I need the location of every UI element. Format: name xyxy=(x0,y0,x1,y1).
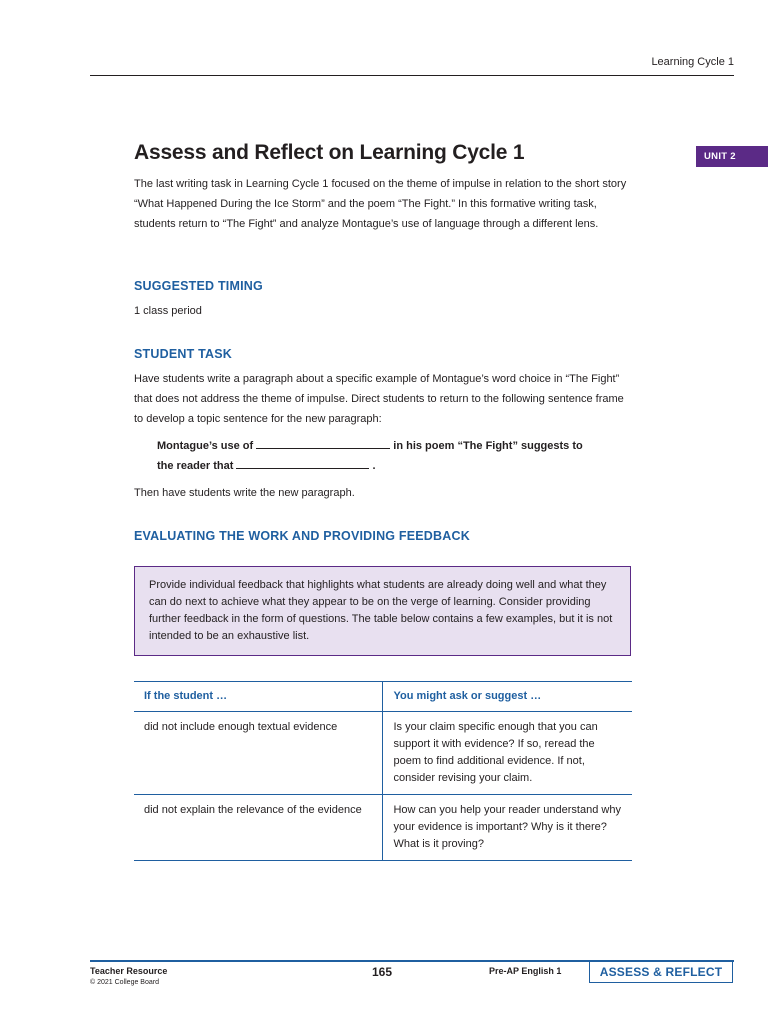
page-number: 165 xyxy=(372,965,393,979)
frame-text-2: in his poem “The Fight” suggests to xyxy=(393,440,583,452)
table-row xyxy=(134,795,632,861)
frame-text-4: . xyxy=(372,460,376,472)
page-title: Assess and Reflect on Learning Cycle 1 xyxy=(134,141,525,164)
sentence-frame xyxy=(157,436,627,476)
student-task-text: Have students write a paragraph about a specific example of Montague’s word choice in “The Fight” that does not address the theme of impulse. Direct students to return to the following sentence frame to develop a topic sentence for the new paragraph: xyxy=(134,373,624,425)
feedback-callout-box: Provide individual feedback that highlights what students are already doing well and what they can do next to achieve what they appear to be on the verge of learning. Consider providing further feedback in the form of questions. The table below contains a few examples, but it is not intended to be an exhaustive list. xyxy=(134,566,631,656)
suggested-timing-text: 1 class period xyxy=(134,305,202,317)
then-paragraph: Then have students write the new paragraph. xyxy=(134,487,355,499)
frame-text-1: Montague’s use of xyxy=(157,440,254,452)
table-header-ask-suggest: You might ask or suggest … xyxy=(383,682,632,712)
table-cell-suggestion: How can you help your reader understand why your evidence is important? Why is it there? What is it proving? xyxy=(383,795,632,861)
student-task-heading: STUDENT TASK xyxy=(134,347,232,361)
frame-blank-1 xyxy=(256,437,390,449)
feedback-table xyxy=(134,681,632,861)
table-header-row xyxy=(134,682,632,712)
frame-blank-2 xyxy=(236,457,369,469)
table-cell-condition: did not explain the relevance of the evidence xyxy=(134,795,383,861)
unit-tab: UNIT 2 xyxy=(696,146,768,167)
table-header-if-student: If the student … xyxy=(134,682,383,712)
footer-resource-label: Teacher Resource xyxy=(90,966,168,976)
suggested-timing-heading: SUGGESTED TIMING xyxy=(134,279,263,293)
table-row xyxy=(134,712,632,795)
frame-text-3: the reader that xyxy=(157,460,234,472)
table-cell-suggestion: Is your claim specific enough that you can support it with evidence? If so, reread the poem to find additional evidence. If not, consider revising your claim. xyxy=(383,712,632,795)
evaluating-heading: EVALUATING THE WORK AND PROVIDING FEEDBACK xyxy=(134,529,470,543)
footer-copyright: © 2021 College Board xyxy=(90,979,159,986)
section-tab: ASSESS & REFLECT xyxy=(589,961,733,983)
table-cell-condition: did not include enough textual evidence xyxy=(134,712,383,795)
header-rule xyxy=(90,75,734,76)
footer-course-name: Pre-AP English 1 xyxy=(489,966,562,976)
running-head: Learning Cycle 1 xyxy=(651,56,734,68)
intro-paragraph: The last writing task in Learning Cycle 1 focused on the theme of impulse in relation to the short story “What Happened During the Ice Storm” and the poem “The Fight.” In this formative writing task, students return to “The Fight” and analyze Montague’s use of language through a different lens. xyxy=(134,178,627,230)
